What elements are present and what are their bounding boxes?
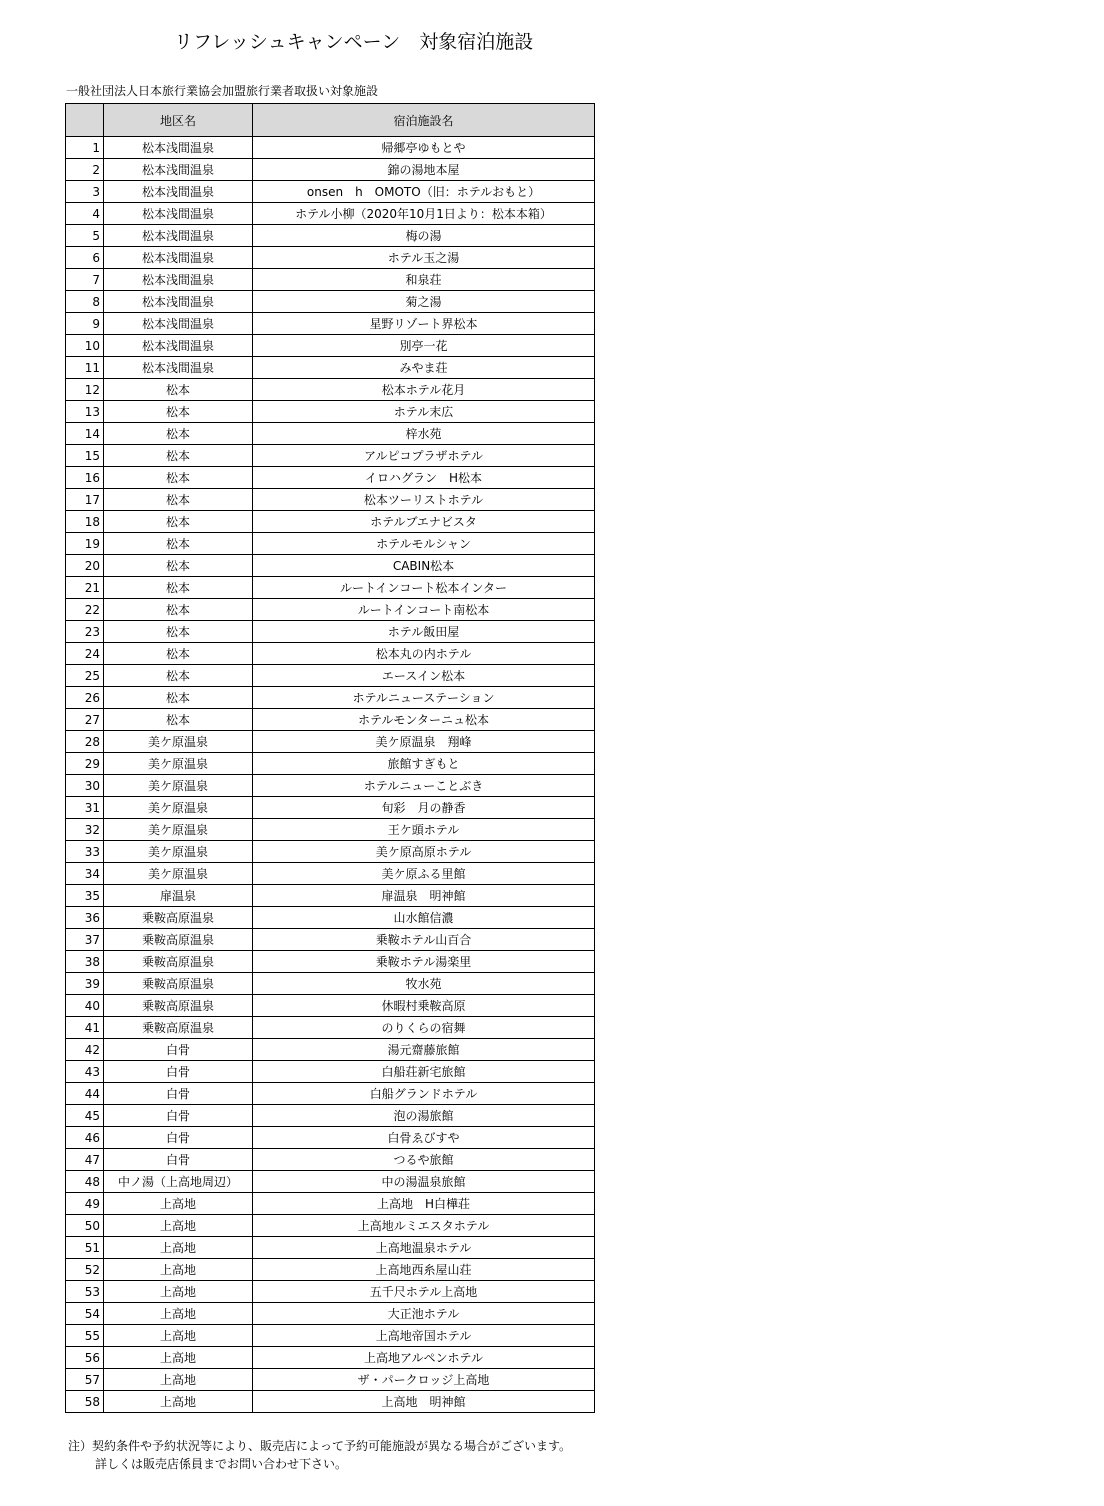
row-facility-name: イロハグラン H松本: [253, 467, 595, 489]
row-area: 上高地: [104, 1369, 253, 1391]
table-row: [66, 1347, 595, 1369]
row-number: 17: [66, 489, 104, 511]
row-facility-name: 牧水苑: [253, 973, 595, 995]
header-facility-name: 宿泊施設名: [253, 104, 595, 137]
row-number: 28: [66, 731, 104, 753]
row-number: 14: [66, 423, 104, 445]
row-area: 松本: [104, 379, 253, 401]
row-facility-name: ホテルニューステーション: [253, 687, 595, 709]
row-number: 8: [66, 291, 104, 313]
row-number: 38: [66, 951, 104, 973]
table-row: [66, 247, 595, 269]
row-number: 13: [66, 401, 104, 423]
row-area: 扉温泉: [104, 885, 253, 907]
row-area: 上高地: [104, 1281, 253, 1303]
table-row: [66, 1149, 595, 1171]
row-number: 1: [66, 137, 104, 159]
row-area: 松本浅間温泉: [104, 291, 253, 313]
row-facility-name: ホテル小柳（2020年10月1日より：松本本箱）: [253, 203, 595, 225]
table-row: [66, 621, 595, 643]
row-area: 松本浅間温泉: [104, 269, 253, 291]
row-area: 松本: [104, 709, 253, 731]
row-facility-name: ホテル末広: [253, 401, 595, 423]
row-area: 乗鞍高原温泉: [104, 1017, 253, 1039]
row-area: 美ケ原温泉: [104, 819, 253, 841]
row-number: 16: [66, 467, 104, 489]
row-area: 白骨: [104, 1039, 253, 1061]
row-number: 55: [66, 1325, 104, 1347]
row-number: 20: [66, 555, 104, 577]
row-facility-name: ザ・パークロッジ上高地: [253, 1369, 595, 1391]
row-number: 18: [66, 511, 104, 533]
row-facility-name: 上高地西糸屋山荘: [253, 1259, 595, 1281]
row-number: 10: [66, 335, 104, 357]
table-row: [66, 819, 595, 841]
row-facility-name: ルートインコート南松本: [253, 599, 595, 621]
table-row: [66, 313, 595, 335]
row-facility-name: ホテルモンターニュ松本: [253, 709, 595, 731]
table-row: [66, 555, 595, 577]
page-title: リフレッシュキャンペーン 対象宿泊施設: [174, 31, 534, 53]
table-row: [66, 467, 595, 489]
table-row: [66, 511, 595, 533]
row-facility-name: 和泉荘: [253, 269, 595, 291]
row-number: 34: [66, 863, 104, 885]
row-facility-name: 湯元齋藤旅館: [253, 1039, 595, 1061]
row-area: 松本: [104, 423, 253, 445]
header-area: 地区名: [104, 104, 253, 137]
row-facility-name: ホテル玉之湯: [253, 247, 595, 269]
row-area: 松本: [104, 511, 253, 533]
row-area: 上高地: [104, 1347, 253, 1369]
row-number: 52: [66, 1259, 104, 1281]
table-row: [66, 1171, 595, 1193]
row-facility-name: onsen h OMOTO（旧：ホテルおもと）: [253, 181, 595, 203]
row-facility-name: 上高地 H白樺荘: [253, 1193, 595, 1215]
row-facility-name: 別亭一花: [253, 335, 595, 357]
table-row: [66, 1215, 595, 1237]
table-row: [66, 445, 595, 467]
row-number: 30: [66, 775, 104, 797]
row-number: 4: [66, 203, 104, 225]
row-facility-name: 白骨ゑびすや: [253, 1127, 595, 1149]
row-area: 上高地: [104, 1391, 253, 1413]
row-facility-name: 美ケ原高原ホテル: [253, 841, 595, 863]
table-row: [66, 401, 595, 423]
row-facility-name: 美ケ原温泉 翔峰: [253, 731, 595, 753]
row-number: 47: [66, 1149, 104, 1171]
table-row: [66, 841, 595, 863]
row-facility-name: CABIN松本: [253, 555, 595, 577]
table-row: [66, 1105, 595, 1127]
table-row: [66, 907, 595, 929]
row-facility-name: 休暇村乗鞍高原: [253, 995, 595, 1017]
row-number: 42: [66, 1039, 104, 1061]
table-row: [66, 1127, 595, 1149]
row-area: 美ケ原温泉: [104, 863, 253, 885]
row-area: 松本: [104, 687, 253, 709]
row-area: 上高地: [104, 1193, 253, 1215]
row-facility-name: 泡の湯旅館: [253, 1105, 595, 1127]
row-area: 松本浅間温泉: [104, 159, 253, 181]
row-number: 32: [66, 819, 104, 841]
header-number: [66, 104, 104, 137]
table-row: [66, 885, 595, 907]
row-facility-name: 梓水苑: [253, 423, 595, 445]
row-number: 41: [66, 1017, 104, 1039]
row-number: 58: [66, 1391, 104, 1413]
row-area: 松本浅間温泉: [104, 335, 253, 357]
row-area: 白骨: [104, 1083, 253, 1105]
row-facility-name: アルピコプラザホテル: [253, 445, 595, 467]
table-row: [66, 203, 595, 225]
row-area: 上高地: [104, 1325, 253, 1347]
row-number: 33: [66, 841, 104, 863]
row-area: 美ケ原温泉: [104, 731, 253, 753]
table-row: [66, 1303, 595, 1325]
row-number: 57: [66, 1369, 104, 1391]
row-area: 乗鞍高原温泉: [104, 951, 253, 973]
row-number: 56: [66, 1347, 104, 1369]
table-row: [66, 599, 595, 621]
table-row: [66, 269, 595, 291]
facility-table: [65, 103, 595, 1413]
table-row: [66, 753, 595, 775]
row-number: 31: [66, 797, 104, 819]
row-area: 美ケ原温泉: [104, 753, 253, 775]
row-facility-name: 星野リゾート界松本: [253, 313, 595, 335]
row-facility-name: 松本ツーリストホテル: [253, 489, 595, 511]
table-row: [66, 951, 595, 973]
row-area: 美ケ原温泉: [104, 775, 253, 797]
row-facility-name: 白船荘新宅旅館: [253, 1061, 595, 1083]
row-number: 11: [66, 357, 104, 379]
row-number: 54: [66, 1303, 104, 1325]
row-facility-name: 上高地アルペンホテル: [253, 1347, 595, 1369]
row-facility-name: ホテル飯田屋: [253, 621, 595, 643]
table-row: [66, 1281, 595, 1303]
table-row: [66, 423, 595, 445]
row-number: 26: [66, 687, 104, 709]
row-facility-name: 上高地温泉ホテル: [253, 1237, 595, 1259]
row-facility-name: 乗鞍ホテル湯楽里: [253, 951, 595, 973]
row-number: 35: [66, 885, 104, 907]
row-area: 美ケ原温泉: [104, 797, 253, 819]
row-number: 50: [66, 1215, 104, 1237]
table-row: [66, 533, 595, 555]
page-subtitle: 一般社団法人日本旅行業協会加盟旅行業者取扱い対象施設: [66, 84, 379, 98]
row-facility-name: 上高地ルミエスタホテル: [253, 1215, 595, 1237]
row-facility-name: 山水館信濃: [253, 907, 595, 929]
row-facility-name: 白船グランドホテル: [253, 1083, 595, 1105]
row-number: 49: [66, 1193, 104, 1215]
table-row: [66, 489, 595, 511]
table-row: [66, 1083, 595, 1105]
row-facility-name: 旬彩 月の静香: [253, 797, 595, 819]
table-row: [66, 797, 595, 819]
table-row: [66, 137, 595, 159]
row-facility-name: 錦の湯地本屋: [253, 159, 595, 181]
table-row: [66, 181, 595, 203]
table-row: [66, 775, 595, 797]
row-area: 上高地: [104, 1215, 253, 1237]
row-number: 7: [66, 269, 104, 291]
table-row: [66, 225, 595, 247]
row-facility-name: 菊之湯: [253, 291, 595, 313]
row-number: 44: [66, 1083, 104, 1105]
row-area: 乗鞍高原温泉: [104, 907, 253, 929]
table-row: [66, 1237, 595, 1259]
row-number: 3: [66, 181, 104, 203]
row-facility-name: ホテルブエナビスタ: [253, 511, 595, 533]
table-body: [66, 137, 595, 1413]
table-row: [66, 1369, 595, 1391]
row-number: 48: [66, 1171, 104, 1193]
row-number: 29: [66, 753, 104, 775]
table-row: [66, 1325, 595, 1347]
row-area: 松本: [104, 665, 253, 687]
table-row: [66, 731, 595, 753]
table-row: [66, 995, 595, 1017]
row-number: 36: [66, 907, 104, 929]
row-area: 松本浅間温泉: [104, 203, 253, 225]
row-facility-name: ホテルモルシャン: [253, 533, 595, 555]
row-facility-name: 五千尺ホテル上高地: [253, 1281, 595, 1303]
row-area: 松本浅間温泉: [104, 313, 253, 335]
row-area: 上高地: [104, 1237, 253, 1259]
row-number: 27: [66, 709, 104, 731]
row-area: 松本: [104, 577, 253, 599]
row-number: 23: [66, 621, 104, 643]
table-row: [66, 863, 595, 885]
row-number: 15: [66, 445, 104, 467]
table-row: [66, 1017, 595, 1039]
row-area: 松本: [104, 489, 253, 511]
row-number: 5: [66, 225, 104, 247]
row-number: 21: [66, 577, 104, 599]
row-area: 松本: [104, 621, 253, 643]
row-number: 2: [66, 159, 104, 181]
row-number: 53: [66, 1281, 104, 1303]
row-facility-name: 中の湯温泉旅館: [253, 1171, 595, 1193]
row-area: 松本浅間温泉: [104, 181, 253, 203]
table-row: [66, 643, 595, 665]
row-number: 6: [66, 247, 104, 269]
row-number: 19: [66, 533, 104, 555]
row-area: 美ケ原温泉: [104, 841, 253, 863]
row-number: 51: [66, 1237, 104, 1259]
row-area: 乗鞍高原温泉: [104, 995, 253, 1017]
row-area: 乗鞍高原温泉: [104, 973, 253, 995]
row-facility-name: 上高地帝国ホテル: [253, 1325, 595, 1347]
row-area: 松本浅間温泉: [104, 357, 253, 379]
table-row: [66, 577, 595, 599]
table-row: [66, 159, 595, 181]
row-facility-name: みやま荘: [253, 357, 595, 379]
row-facility-name: 帰郷亭ゆもとや: [253, 137, 595, 159]
table-row: [66, 709, 595, 731]
row-number: 40: [66, 995, 104, 1017]
row-area: 白骨: [104, 1127, 253, 1149]
table-row: [66, 973, 595, 995]
table-row: [66, 665, 595, 687]
row-facility-name: つるや旅館: [253, 1149, 595, 1171]
row-facility-name: 美ケ原ふる里館: [253, 863, 595, 885]
row-number: 22: [66, 599, 104, 621]
row-number: 9: [66, 313, 104, 335]
row-area: 松本: [104, 599, 253, 621]
row-area: 中ノ湯（上高地周辺）: [104, 1171, 253, 1193]
row-area: 松本: [104, 401, 253, 423]
table-row: [66, 1061, 595, 1083]
row-area: 上高地: [104, 1303, 253, 1325]
table-row: [66, 379, 595, 401]
row-area: 松本浅間温泉: [104, 225, 253, 247]
row-facility-name: 上高地 明神館: [253, 1391, 595, 1413]
row-area: 松本浅間温泉: [104, 247, 253, 269]
row-facility-name: 大正池ホテル: [253, 1303, 595, 1325]
table-row: [66, 929, 595, 951]
table-row: [66, 1193, 595, 1215]
row-number: 25: [66, 665, 104, 687]
row-number: 37: [66, 929, 104, 951]
table-row: [66, 1259, 595, 1281]
row-number: 24: [66, 643, 104, 665]
row-area: 松本: [104, 533, 253, 555]
table-row: [66, 291, 595, 313]
table-row: [66, 1039, 595, 1061]
row-facility-name: 松本丸の内ホテル: [253, 643, 595, 665]
footnote-line-2: 詳しくは販売店係員までお問い合わせ下さい。: [95, 1457, 348, 1471]
row-facility-name: 王ケ頭ホテル: [253, 819, 595, 841]
row-number: 45: [66, 1105, 104, 1127]
row-area: 白骨: [104, 1061, 253, 1083]
table-row: [66, 357, 595, 379]
row-area: 松本: [104, 467, 253, 489]
row-facility-name: ホテルニューことぶき: [253, 775, 595, 797]
row-facility-name: 乗鞍ホテル山百合: [253, 929, 595, 951]
row-number: 43: [66, 1061, 104, 1083]
footnote-line-1: 注）契約条件や予約状況等により、販売店によって予約可能施設が異なる場合がございます。: [68, 1439, 572, 1453]
row-area: 乗鞍高原温泉: [104, 929, 253, 951]
row-area: 松本: [104, 445, 253, 467]
row-facility-name: 扉温泉 明神館: [253, 885, 595, 907]
row-facility-name: ルートインコート松本インター: [253, 577, 595, 599]
table-row: [66, 687, 595, 709]
row-area: 白骨: [104, 1105, 253, 1127]
row-area: 白骨: [104, 1149, 253, 1171]
row-area: 上高地: [104, 1259, 253, 1281]
row-facility-name: 旅館すぎもと: [253, 753, 595, 775]
row-area: 松本: [104, 643, 253, 665]
table-row: [66, 1391, 595, 1413]
row-number: 39: [66, 973, 104, 995]
row-facility-name: のりくらの宿舞: [253, 1017, 595, 1039]
row-area: 松本: [104, 555, 253, 577]
row-facility-name: 梅の湯: [253, 225, 595, 247]
table-row: [66, 335, 595, 357]
table-header-row: [66, 104, 595, 137]
row-facility-name: エースイン松本: [253, 665, 595, 687]
row-area: 松本浅間温泉: [104, 137, 253, 159]
row-number: 12: [66, 379, 104, 401]
row-number: 46: [66, 1127, 104, 1149]
row-facility-name: 松本ホテル花月: [253, 379, 595, 401]
